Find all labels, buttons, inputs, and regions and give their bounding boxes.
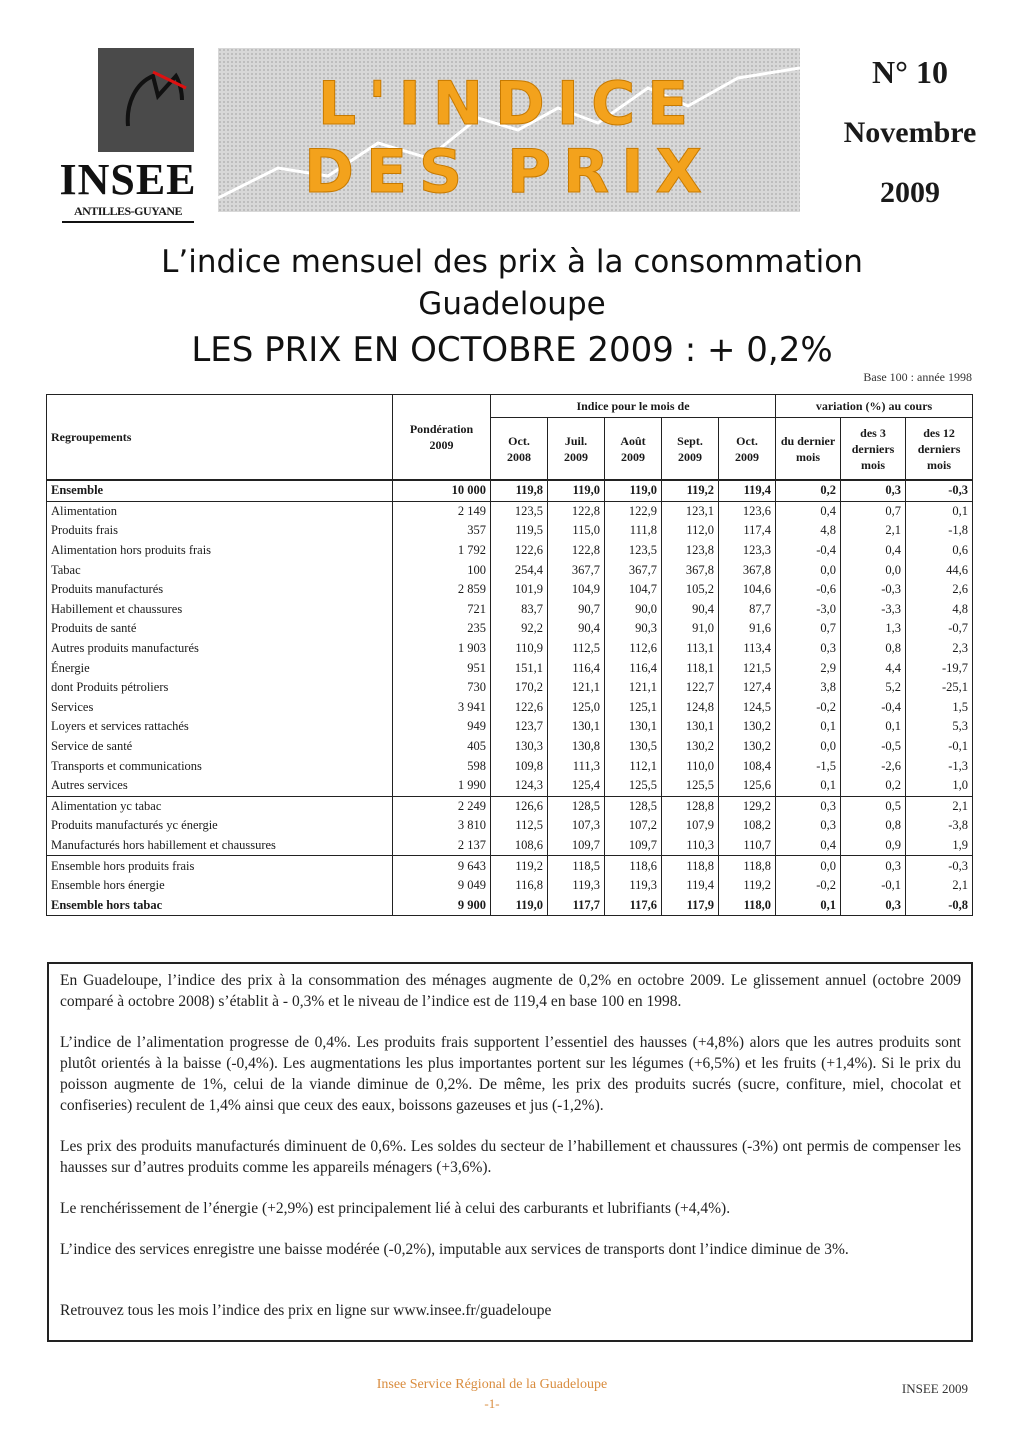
index-value: 119,0 [605,480,662,501]
row-label: Produits de santé [47,619,393,639]
base-note: Base 100 : année 1998 [863,370,972,384]
index-value: 117,4 [719,521,776,541]
insee-logo [48,48,208,228]
table-row [47,836,973,856]
table-row [47,856,973,876]
index-value: 124,5 [719,698,776,718]
variation-value: 1,9 [906,836,973,856]
variation-value: 2,1 [841,521,906,541]
index-value: 115,0 [548,521,605,541]
index-value: 107,2 [605,816,662,836]
footer-org: Insee Service Régional de la Guadeloupe [376,1377,608,1392]
index-value: 110,3 [662,836,719,856]
variation-value: 0,2 [776,480,841,501]
row-label: Transports et communications [47,756,393,776]
variation-value: 5,2 [841,678,906,698]
row-label: Énergie [47,658,393,678]
row-ponderation: 2 137 [393,836,491,856]
variation-value: -0,1 [841,876,906,896]
index-value: 122,8 [548,541,605,561]
row-ponderation: 10 000 [393,480,491,501]
index-value: 112,1 [605,756,662,776]
variation-value: 0,3 [841,856,906,876]
table-row [47,776,973,796]
variation-value: -0,3 [906,480,973,501]
variation-value: 1,3 [841,619,906,639]
row-label: Autres produits manufacturés [47,639,393,659]
table-row [47,560,973,580]
index-value: 127,4 [719,678,776,698]
index-value: 119,8 [491,480,548,501]
index-value: 117,7 [548,895,605,915]
row-label: dont Produits pétroliers [47,678,393,698]
variation-value: 0,1 [776,717,841,737]
variation-value: 0,0 [776,856,841,876]
index-value: 90,3 [605,619,662,639]
index-value: 119,0 [491,895,548,915]
index-value: 112,6 [605,639,662,659]
page-title: L’indice mensuel des prix à la consommation [161,244,863,280]
variation-value: 2,6 [906,580,973,600]
variation-value: 0,1 [776,895,841,915]
index-value: 119,2 [719,876,776,896]
row-ponderation: 9 900 [393,895,491,915]
index-value: 367,7 [605,560,662,580]
row-ponderation: 1 903 [393,639,491,659]
page-subtitle: Guadeloupe [418,286,606,322]
index-value: 116,4 [548,658,605,678]
variation-value: 2,3 [906,639,973,659]
index-value: 123,8 [662,541,719,561]
index-value: 109,7 [605,836,662,856]
index-value: 111,8 [605,521,662,541]
issue-month: Novembre [843,116,977,149]
index-value: 119,4 [719,480,776,501]
index-value: 130,8 [548,737,605,757]
variation-value: 1,0 [906,776,973,796]
index-value: 130,1 [605,717,662,737]
table-row [47,658,973,678]
variation-value: 0,8 [841,639,906,659]
table-row [47,580,973,600]
row-label: Ensemble hors tabac [47,895,393,915]
table-row [47,639,973,659]
table-row [47,501,973,521]
table-row [47,737,973,757]
index-value: 130,3 [491,737,548,757]
row-label: Loyers et services rattachés [47,717,393,737]
index-value: 113,4 [719,639,776,659]
table-row [47,895,973,915]
variation-value: 2,1 [906,876,973,896]
logo-mark-icon [98,48,194,152]
header-month: Août 2009 [605,418,662,480]
header-month: Juil. 2009 [548,418,605,480]
index-value: 126,6 [491,796,548,816]
index-value: 117,6 [605,895,662,915]
table-row [47,678,973,698]
index-value: 122,9 [605,501,662,521]
variation-value: 0,2 [841,776,906,796]
variation-value: 5,3 [906,717,973,737]
index-value: 110,9 [491,639,548,659]
variation-value: -1,8 [906,521,973,541]
variation-value: -0,2 [776,876,841,896]
commentary-box [47,962,973,1342]
index-value: 130,5 [605,737,662,757]
index-value: 367,8 [662,560,719,580]
row-ponderation: 1 990 [393,776,491,796]
row-label: Service de santé [47,737,393,757]
variation-value: 0,3 [776,816,841,836]
index-value: 123,7 [491,717,548,737]
table-row [47,619,973,639]
index-value: 108,4 [719,756,776,776]
table-row [47,756,973,776]
index-value: 122,8 [548,501,605,521]
index-value: 170,2 [491,678,548,698]
index-value: 90,4 [662,600,719,620]
row-label: Ensemble [47,480,393,501]
index-value: 118,0 [719,895,776,915]
footer-copyright: INSEE 2009 [901,1381,968,1396]
index-value: 91,6 [719,619,776,639]
price-index-table [46,394,972,916]
row-label: Tabac [47,560,393,580]
header-regroupements: Regroupements [47,395,393,481]
index-value: 90,4 [548,619,605,639]
index-value: 87,7 [719,600,776,620]
index-value: 125,0 [548,698,605,718]
header-indice-group: Indice pour le mois de [491,395,776,418]
index-value: 130,1 [548,717,605,737]
row-label: Services [47,698,393,718]
index-value: 122,6 [491,541,548,561]
index-value: 119,5 [491,521,548,541]
variation-value: 0,6 [906,541,973,561]
row-ponderation: 100 [393,560,491,580]
row-label: Manufacturés hors habillement et chaussures [47,836,393,856]
paragraph: L’indice des services enregistre une baisse modérée (-0,2%), imputable aux services de transports dont l’indice diminue de 3%. [60,1241,849,1258]
variation-value: -1,3 [906,756,973,776]
header-variation: des 12 derniers mois [906,418,973,480]
row-ponderation: 2 249 [393,796,491,816]
row-label: Alimentation yc tabac [47,796,393,816]
variation-value: 4,8 [776,521,841,541]
variation-value: -0,4 [841,698,906,718]
headline: LES PRIX EN OCTOBRE 2009 : + 0,2% [191,330,833,370]
index-value: 125,4 [548,776,605,796]
index-value: 118,8 [662,856,719,876]
index-value: 113,1 [662,639,719,659]
index-value: 116,8 [491,876,548,896]
header-ponderation: Pondération 2009 [393,395,491,481]
row-ponderation: 951 [393,658,491,678]
table-row [47,717,973,737]
variation-value: 0,1 [906,501,973,521]
table-row [47,541,973,561]
variation-value: 0,3 [841,480,906,501]
index-value: 130,2 [719,717,776,737]
variation-value: -3,0 [776,600,841,620]
header-variation: du dernier mois [776,418,841,480]
row-ponderation: 721 [393,600,491,620]
index-value: 112,5 [548,639,605,659]
row-ponderation: 1 792 [393,541,491,561]
variation-value: -0,1 [906,737,973,757]
index-value: 123,6 [719,501,776,521]
index-value: 121,1 [548,678,605,698]
index-value: 118,5 [548,856,605,876]
row-label: Produits manufacturés yc énergie [47,816,393,836]
variation-value: 0,0 [776,737,841,757]
issue-number: N° 10 [872,54,948,90]
row-ponderation: 2 149 [393,501,491,521]
variation-value: -0,3 [906,856,973,876]
index-value: 104,6 [719,580,776,600]
issue-year: 2009 [880,176,940,209]
header-month: Sept. 2009 [662,418,719,480]
index-value: 91,0 [662,619,719,639]
title-banner [218,48,800,212]
variation-value: -19,7 [906,658,973,678]
index-value: 123,5 [605,541,662,561]
variation-value: 4,8 [906,600,973,620]
variation-value: 0,3 [776,639,841,659]
index-value: 123,1 [662,501,719,521]
variation-value: 0,7 [841,501,906,521]
variation-value: 0,8 [841,816,906,836]
index-value: 118,1 [662,658,719,678]
variation-value: -2,6 [841,756,906,776]
index-value: 367,7 [548,560,605,580]
index-value: 110,7 [719,836,776,856]
index-value: 128,5 [605,796,662,816]
index-value: 128,8 [662,796,719,816]
table-row [47,521,973,541]
header-month: Oct. 2009 [719,418,776,480]
index-value: 92,2 [491,619,548,639]
row-ponderation: 357 [393,521,491,541]
paragraph: Les prix des produits manufacturés diminuent de 0,6%. Les soldes du secteur de l’habillement et chaussures (-3%) ont permis de compenser les hausses sur d’autres produits comme les appareils ménagers (+3,6%). [60,1138,961,1176]
table-row [47,480,973,501]
row-ponderation: 9 049 [393,876,491,896]
index-value: 109,8 [491,756,548,776]
variation-value: 0,1 [776,776,841,796]
index-value: 130,1 [662,717,719,737]
index-value: 111,3 [548,756,605,776]
variation-value: 0,0 [776,560,841,580]
index-value: 107,3 [548,816,605,836]
index-value: 125,1 [605,698,662,718]
row-label: Produits manufacturés [47,580,393,600]
website-note: Retrouvez tous les mois l’indice des prix en ligne sur www.insee.fr/guadeloupe [60,1302,552,1319]
index-value: 151,1 [491,658,548,678]
row-ponderation: 9 643 [393,856,491,876]
variation-value: 0,4 [776,501,841,521]
banner-line2: DES PRIX [304,137,714,207]
index-value: 109,7 [548,836,605,856]
row-ponderation: 730 [393,678,491,698]
index-value: 125,5 [605,776,662,796]
row-ponderation: 598 [393,756,491,776]
row-label: Produits frais [47,521,393,541]
row-label: Alimentation hors produits frais [47,541,393,561]
index-value: 90,7 [548,600,605,620]
index-value: 128,5 [548,796,605,816]
index-value: 107,9 [662,816,719,836]
table-row [47,698,973,718]
index-value: 122,6 [491,698,548,718]
header-variation-group: variation (%) au cours [776,395,973,418]
index-value: 118,8 [719,856,776,876]
index-value: 121,1 [605,678,662,698]
index-value: 118,6 [605,856,662,876]
variation-value: -0,6 [776,580,841,600]
index-value: 101,9 [491,580,548,600]
index-value: 116,4 [605,658,662,678]
variation-value: 3,8 [776,678,841,698]
index-value: 108,6 [491,836,548,856]
index-value: 104,7 [605,580,662,600]
index-value: 112,5 [491,816,548,836]
row-ponderation: 949 [393,717,491,737]
index-value: 104,9 [548,580,605,600]
index-value: 105,2 [662,580,719,600]
table-row [47,816,973,836]
variation-value: 0,3 [841,895,906,915]
index-value: 124,3 [491,776,548,796]
paragraph: L’indice de l’alimentation progresse de 0,4%. Les produits frais supportent l’essentiel des hausses (+4,8%) alors que les autres produits sont plutôt orientés à la baisse (-0,4%). Les augmentations les plus importantes portent sur les légumes (+6,5%) et les fruits (+1,4%). Si le prix du poisson augmente de 1%, celui de la viande diminue de 0,2%. De même, les prix des produits sucrés (sucre, confiture, miel, chocolat et confiseries) reculent de 1,4% ainsi que ceux des eaux, boissons gazeuses et jus (-1,2%). [60,1034,961,1114]
row-ponderation: 3 810 [393,816,491,836]
variation-value: 4,4 [841,658,906,678]
header-variation: des 3 derniers mois [841,418,906,480]
row-ponderation: 235 [393,619,491,639]
variation-value: 0,1 [841,717,906,737]
paragraph: En Guadeloupe, l’indice des prix à la consommation des ménages augmente de 0,2% en octobre 2009. Le glissement annuel (octobre 2009 comparé à octobre 2008) s’établit à - 0,3% et le niveau de l’indice est de 119,4 en base 100 en 1998. [60,972,961,1010]
row-ponderation: 405 [393,737,491,757]
index-value: 125,6 [719,776,776,796]
variation-value: 0,4 [841,541,906,561]
variation-value: 2,1 [906,796,973,816]
header-month: Oct. 2008 [491,418,548,480]
variation-value: -0,4 [776,541,841,561]
variation-value: 2,9 [776,658,841,678]
index-value: 119,3 [605,876,662,896]
variation-value: 0,7 [776,619,841,639]
index-value: 122,7 [662,678,719,698]
index-value: 129,2 [719,796,776,816]
index-value: 119,3 [548,876,605,896]
variation-value: 0,5 [841,796,906,816]
variation-value: 44,6 [906,560,973,580]
index-value: 119,4 [662,876,719,896]
row-label: Ensemble hors produits frais [47,856,393,876]
index-value: 367,8 [719,560,776,580]
variation-value: -1,5 [776,756,841,776]
row-ponderation: 2 859 [393,580,491,600]
variation-value: -0,2 [776,698,841,718]
variation-value: 0,0 [841,560,906,580]
logo-text: INSEE [59,155,197,204]
paragraph: Le renchérissement de l’énergie (+2,9%) est principalement lié à celui des carburants et lubrifiants (+4,4%). [60,1200,731,1217]
index-value: 125,5 [662,776,719,796]
index-value: 121,5 [719,658,776,678]
index-value: 130,2 [719,737,776,757]
variation-value: 0,4 [776,836,841,856]
index-value: 90,0 [605,600,662,620]
row-label: Habillement et chaussures [47,600,393,620]
table-body [47,480,973,916]
table-row [47,600,973,620]
row-label: Autres services [47,776,393,796]
index-value: 119,0 [548,480,605,501]
row-ponderation: 3 941 [393,698,491,718]
index-value: 83,7 [491,600,548,620]
banner-line1: L'INDICE [317,69,701,139]
index-value: 110,0 [662,756,719,776]
index-value: 123,5 [491,501,548,521]
table-row [47,876,973,896]
index-value: 112,0 [662,521,719,541]
index-value: 254,4 [491,560,548,580]
variation-value: -3,8 [906,816,973,836]
index-value: 130,2 [662,737,719,757]
row-label: Alimentation [47,501,393,521]
variation-value: -0,7 [906,619,973,639]
variation-value: -0,3 [841,580,906,600]
table-row [47,796,973,816]
variation-value: 0,9 [841,836,906,856]
row-label: Ensemble hors énergie [47,876,393,896]
index-value: 117,9 [662,895,719,915]
index-value: 123,3 [719,541,776,561]
index-value: 119,2 [491,856,548,876]
index-value: 108,2 [719,816,776,836]
index-value: 124,8 [662,698,719,718]
page-number: -1- [484,1396,500,1411]
logo-subtext: ANTILLES-GUYANE [62,204,194,223]
variation-value: 1,5 [906,698,973,718]
index-value: 119,2 [662,480,719,501]
variation-value: -0,5 [841,737,906,757]
variation-value: -0,8 [906,895,973,915]
variation-value: -3,3 [841,600,906,620]
variation-value: 0,3 [776,796,841,816]
variation-value: -25,1 [906,678,973,698]
